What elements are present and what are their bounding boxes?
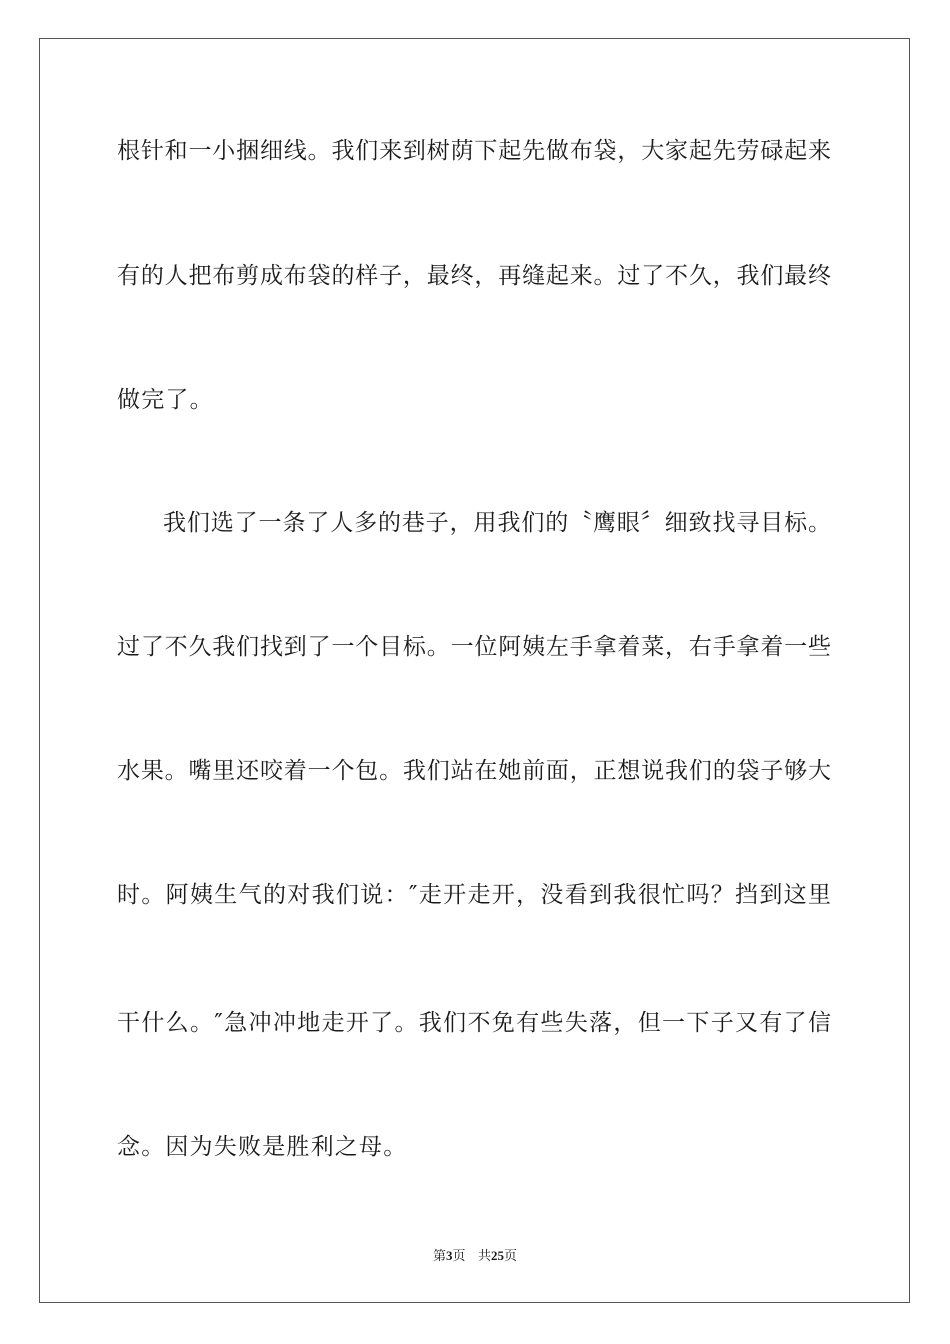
page-footer [0, 1246, 950, 1267]
page-number: 3 [446, 1248, 453, 1263]
page-suffix: 页 [452, 1249, 466, 1264]
text-line: 过了不久我们找到了一个目标。一位阿姨左手拿着菜，右手拿着一些 [117, 634, 831, 660]
paragraph-first-line: 我们选了一条了人多的巷子，用我们的〝鹰眼〞细致找寻目标。 [163, 510, 831, 536]
total-prefix: 共 [477, 1249, 491, 1264]
text-line: 做完了。 [117, 387, 214, 413]
text-line: 水果。嘴里还咬着一个包。我们站在她前面，正想说我们的袋子够大 [117, 758, 831, 784]
text-line: 根针和一小捆细线。我们来到树荫下起先做布袋，大家起先劳碌起来 [117, 138, 831, 164]
text-line: 有的人把布剪成布袋的样子，最终，再缝起来。过了不久，我们最终 [117, 263, 831, 289]
text-line: 念。因为失败是胜利之母。 [117, 1134, 408, 1160]
total-suffix: 页 [503, 1249, 517, 1264]
total-pages: 25 [490, 1248, 504, 1263]
text-line: 时。阿姨生气的对我们说：″走开走开，没看到我很忙吗？挡到这里 [117, 882, 831, 908]
page-border [39, 38, 910, 1303]
page-prefix: 第 [433, 1249, 447, 1264]
text-line: 干什么。″急冲冲地走开了。我们不免有些失落，但一下子又有了信 [117, 1010, 831, 1036]
